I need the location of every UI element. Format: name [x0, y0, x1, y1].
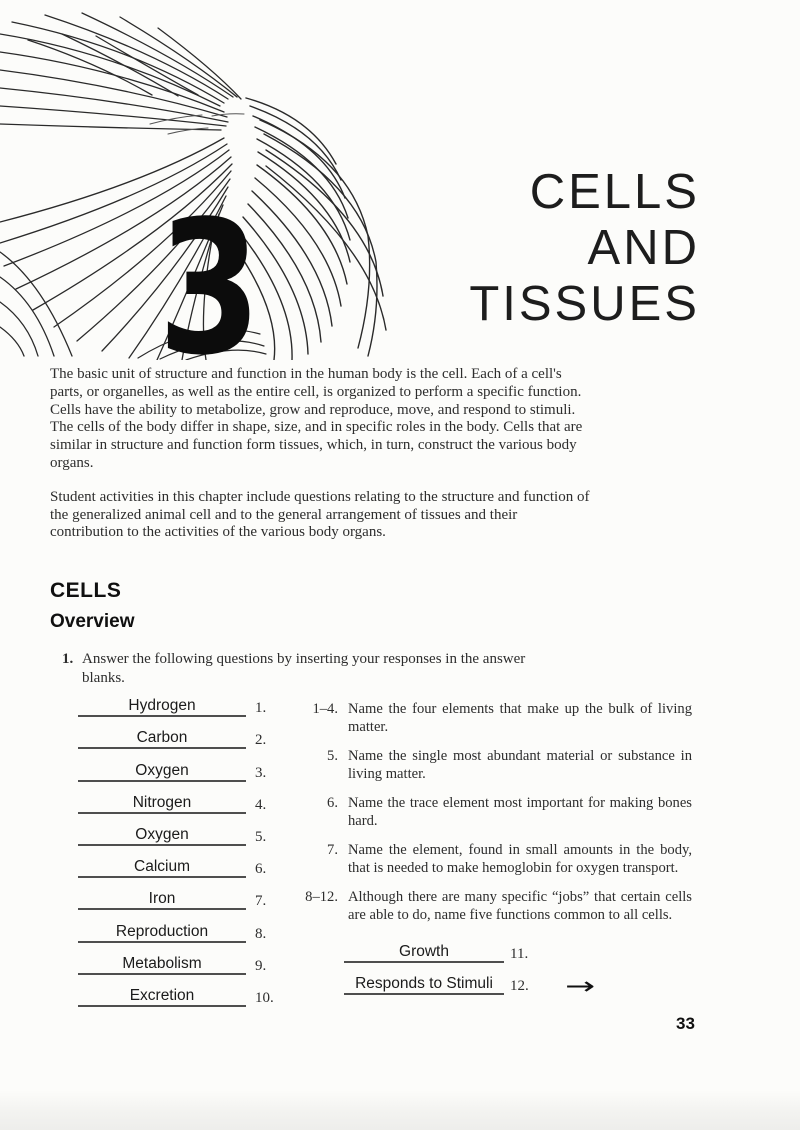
answer-blank: Iron: [78, 889, 246, 910]
answer-blank: Oxygen: [78, 761, 246, 782]
chapter-number: 3: [158, 182, 262, 360]
answer-blank: Oxygen: [78, 825, 246, 846]
answer-blank: Excretion: [78, 986, 246, 1007]
answer-row-12: [344, 967, 708, 1000]
answer-row-1: [78, 685, 287, 717]
exercise-instruction: Answer the following questions by inserting your responses in the answer blanks.: [82, 651, 526, 686]
question-text: Name the trace element most important for making bones hard.: [348, 795, 692, 829]
answer-blank: Reproduction: [78, 922, 246, 943]
intro-text: [50, 366, 590, 558]
question-1-4: [288, 700, 708, 736]
question-7: [288, 841, 708, 877]
question-8-12: [288, 888, 708, 924]
answer-row-3: [78, 749, 287, 781]
answer-blank: Nitrogen: [78, 793, 246, 814]
answer-row-9: [78, 943, 287, 975]
answer-row-10: [78, 975, 287, 1007]
answer-row-8: [78, 910, 287, 942]
answer-number: 5.: [255, 828, 267, 845]
exercise-number: 1.: [62, 651, 74, 667]
answer-number: 11.: [510, 946, 529, 962]
right-arrow-icon: →: [564, 972, 595, 1000]
question-number: 8–12.: [305, 889, 338, 905]
answer-number: 1.: [255, 700, 267, 717]
question-column: [288, 700, 708, 1000]
answer-row-4: [78, 782, 287, 814]
answer-blank: Responds to Stimuli: [344, 974, 504, 995]
trapezius-hatching: [0, 13, 241, 130]
exercise-item-1: [62, 650, 529, 687]
section-subheading-overview: Overview: [50, 611, 135, 632]
question-number: 1–4.: [312, 701, 338, 717]
question-text: Although there are many specific “jobs” that certain cells are able to do, name five functions common to all cells.: [348, 889, 692, 923]
answer-row-2: [78, 717, 287, 749]
answer-blank: Carbon: [78, 728, 246, 749]
answer-blank: Calcium: [78, 857, 246, 878]
answer-number: 3.: [255, 764, 267, 781]
section-heading-cells: CELLS: [50, 579, 122, 602]
question-text: Name the element, found in small amounts in the body, that is needed to make hemoglobin for oxygen transport.: [348, 842, 692, 876]
scan-edge-shading: [0, 1090, 800, 1130]
answer-number: 12.: [510, 978, 529, 994]
question-text: Name the four elements that make up the bulk of living matter.: [348, 701, 692, 735]
question-6: [288, 794, 708, 830]
answer-number: 6.: [255, 861, 267, 878]
answer-blank: Hydrogen: [78, 696, 246, 717]
answer-blank: Growth: [344, 942, 504, 963]
question-number: 6.: [327, 795, 338, 811]
question-number: 5.: [327, 748, 338, 764]
answer-row-6: [78, 846, 287, 878]
question-5: [288, 747, 708, 783]
chapter-title-line: TISSUES: [469, 277, 700, 331]
answer-number: 8.: [255, 925, 267, 942]
question-number: 7.: [327, 842, 338, 858]
answer-row-7: [78, 878, 287, 910]
intro-paragraph-2: Student activities in this chapter include questions relating to the structure and function of the generalized animal cell and to the general arrangement of tissues and their contribution to the activities of the various body organs.: [50, 488, 590, 541]
answer-number: 10.: [255, 989, 274, 1006]
answer-number: 9.: [255, 957, 267, 974]
answer-row-5: [78, 814, 287, 846]
answer-number: 7.: [255, 893, 267, 910]
answer-number: 4.: [255, 796, 267, 813]
acromion-highlight-hatching: [150, 114, 244, 134]
chapter-title-line: CELLS: [529, 165, 700, 219]
page-number: 33: [676, 1014, 695, 1033]
answer-number: 2.: [255, 732, 267, 749]
question-text: Name the single most abundant material or substance in living matter.: [348, 748, 692, 782]
shoulder-muscles-illustration: [0, 0, 400, 360]
answer-blank-column: [78, 685, 287, 1007]
answer-row-11: [344, 935, 708, 963]
chapter-title: [469, 164, 700, 332]
answer-blank: Metabolism: [78, 954, 246, 975]
intro-paragraph-1: The basic unit of structure and function in the human body is the cell. Each of a cell's parts, or organelles, as well as the entire cell, is organized to perform a specific function. Cells have the ability to metabolize, grow and reproduce, move, and respond to stimuli. The cells of the body differ in shape, size, and in specific roles in the body. Cells that are similar in structure and function form tissues, which, in turn, construct the various body organs.: [50, 366, 583, 471]
chapter-title-line: AND: [587, 221, 700, 275]
